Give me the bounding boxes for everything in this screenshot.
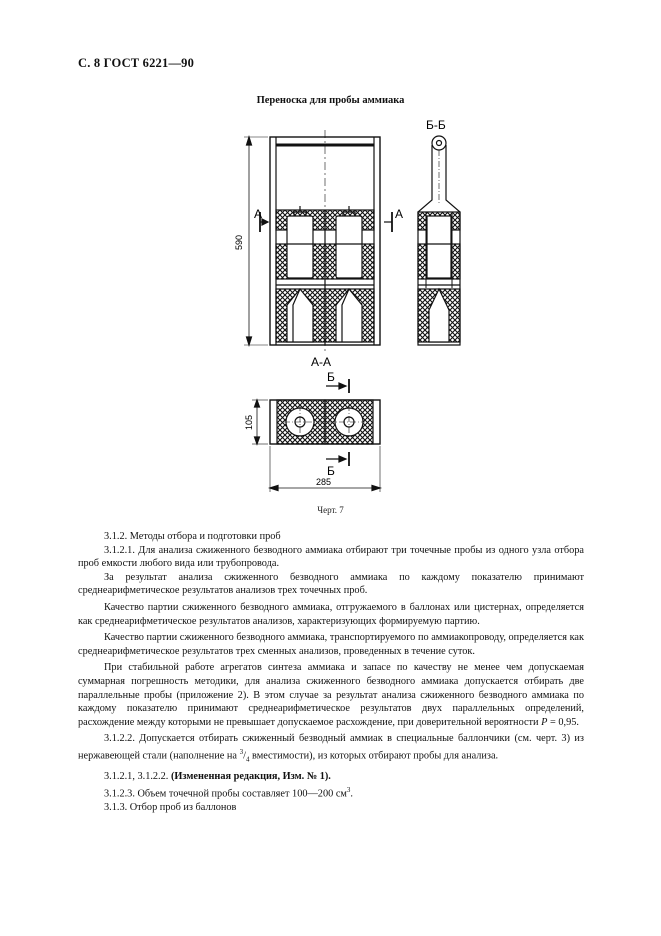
paragraph: 3.1.2.2. Допускается отбирать сжиженный безводный аммиак в специальные баллончики (см. черт. 3) из нержавеющей стали (наполнение на $^3/_4$ вместимости), из которых отбирают пробы для анализа. [78, 733, 584, 764]
front-view [244, 130, 392, 352]
dimension-height: 590 [234, 234, 244, 250]
section-aa-label: А-А [311, 355, 332, 369]
paragraph: 3.1.2. Методы отбора и подготовки проб [104, 531, 281, 542]
paragraph: За результат анализа сжиженного безводного аммиака по каждому показателю принимают среднеарифметическое результатов анализов трех точечных проб. [78, 571, 584, 597]
superscript: 3 [346, 785, 351, 794]
paragraph-text: вместимости), из которых отбирают пробы для анализа. [249, 750, 499, 762]
paragraph-text: 3.1.2.2. Допускается отбирать сжиженный безводный аммиак в специальные баллончики (см. черт. 3) из нержавеющей стали (наполнение на [78, 733, 584, 762]
page-header: С. 8 ГОСТ 6221—90 [78, 56, 195, 70]
dimension-depth: 105 [244, 414, 254, 430]
variable: P [541, 716, 548, 728]
paragraph: 3.1.2.1. Для анализа сжиженного безводного аммиака отбирают три точечные пробы из одного узла отбора проб емкости любого вида или трубопровода. [78, 544, 584, 570]
fraction-denominator: 4 [245, 755, 250, 764]
section-b-mark-bottom: Б [327, 464, 335, 478]
paragraph [78, 784, 584, 801]
paragraph-text: 3.1.2.3. Объем точечной пробы составляет 100—200 см [104, 787, 347, 799]
paragraph: Качество партии сжиженного безводного аммиака, отгружаемого в баллонах или цистернах, определяется как среднеарифметическое результатов анализов, характеризующих формируемую партию. [78, 601, 584, 627]
section-b-mark-top: Б [327, 370, 335, 384]
figure-title: Переноска для пробы аммиака [256, 95, 405, 106]
plan-view [252, 379, 380, 492]
paragraph: Качество партии сжиженного безводного аммиака, транспортируемого по аммиакопроводу, определяется как среднеарифметическое результатов трех сменных анализов, проведенных в течение суток. [78, 632, 584, 657]
body-text [78, 530, 584, 814]
figure-caption: Черт. 7 [317, 505, 344, 515]
section-a-mark-left: А [254, 207, 263, 221]
paragraph-text: . [350, 787, 353, 799]
paragraph-text: 3.1.2.1, 3.1.2.2. [104, 770, 171, 782]
paragraph [78, 770, 584, 784]
section-a-mark-right: А [395, 207, 404, 221]
section-bb-label: Б-Б [426, 118, 446, 132]
side-view [418, 136, 460, 345]
paragraph [78, 661, 584, 729]
dimension-width: 285 [316, 477, 332, 487]
amendment-note: (Измененная редакция, Изм. № 1). [170, 770, 331, 782]
paragraph-text: При стабильной работе агрегатов синтеза аммиака и запасе по качеству не менее чем допускаемая суммарная погрешность методики, для анализа сжиженного безводного аммиака допускается отбирать две параллельные пробы (приложение 2). В этом случае за результат анализа сжиженного безводного аммиака по каждому показателю принимают среднеарифметическое результатов двух параллельных определений, расхождение между которыми не превышает допускаемое расхождение, при доверительной вероятности [78, 662, 584, 728]
paragraph: 3.1.3. Отбор проб из баллонов [104, 801, 237, 813]
fraction-numerator: 3 [239, 747, 244, 756]
paragraph-text: = 0,95. [547, 716, 579, 728]
